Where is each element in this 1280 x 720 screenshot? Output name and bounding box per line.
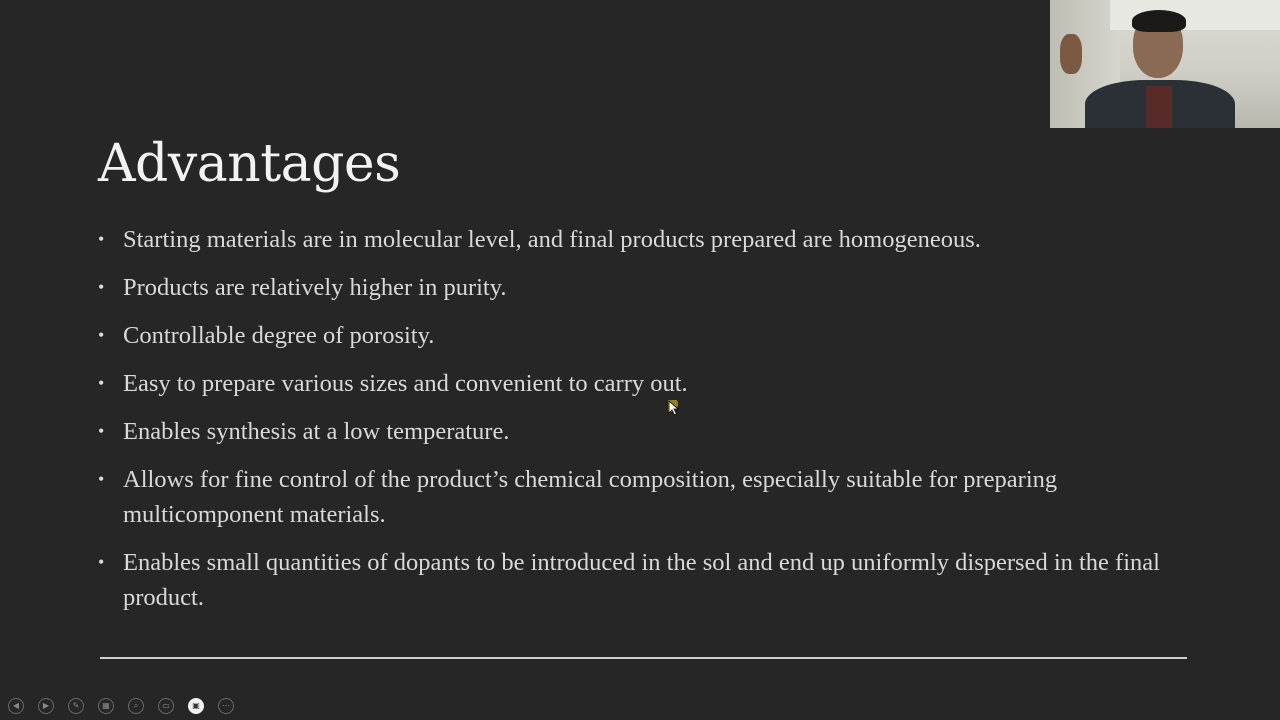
bullet-item [96,270,1196,305]
bullet-icon: • [98,421,105,441]
subtitles-button[interactable] [158,698,174,714]
bullet-item [96,222,1196,257]
next-slide-button[interactable] [38,698,54,714]
bullet-icon: • [98,229,105,249]
previous-slide-icon: ◀ [12,701,20,710]
next-slide-icon: ▶ [42,701,50,710]
bullet-icon: • [98,552,105,572]
zoom-button[interactable] [128,698,144,714]
camera-icon: ▣ [192,701,200,710]
bullet-text: Controllable degree of porosity. [123,322,435,349]
presenter-hand [1060,34,1082,74]
previous-slide-button[interactable] [8,698,24,714]
more-options-icon: ⋯ [222,701,230,710]
bullet-icon: • [98,277,105,297]
bullet-item [96,462,1196,532]
pen-tool-button[interactable] [68,698,84,714]
camera-button[interactable] [188,698,204,714]
footer-divider [100,657,1187,659]
bullet-item [96,414,1196,449]
bullet-text: Starting materials are in molecular level, and final products prepared are homogeneous. [123,226,981,253]
slide-title: Advantages [98,134,401,194]
subtitles-icon: ▭ [162,701,170,710]
pen-icon: ✎ [72,701,80,710]
zoom-icon: ⌕ [133,701,139,710]
bullet-item [96,366,1196,401]
slide-grid-icon: ▦ [102,701,110,710]
presenter-webcam [1050,0,1280,128]
presenter-hair [1132,10,1186,32]
bullet-text: Easy to prepare various sizes and convenient to carry out. [123,370,688,397]
presenter-shirt [1146,86,1172,128]
bullet-text: Enables synthesis at a low temperature. [123,418,510,445]
slideshow-toolbar [8,697,234,715]
bullet-text: Products are relatively higher in purity. [123,274,507,301]
bullet-text: Allows for fine control of the product’s chemical composition, especially suitable for preparing multicomponent materials. [123,466,1058,528]
bullet-item [96,545,1196,615]
bullet-item [96,318,1196,353]
bullet-icon: • [98,469,105,489]
see-all-slides-button[interactable] [98,698,114,714]
bullet-icon: • [98,325,105,345]
bullet-list [96,222,1196,628]
bullet-icon: • [98,373,105,393]
mouse-cursor-icon [668,400,686,418]
more-options-button[interactable] [218,698,234,714]
bullet-text: Enables small quantities of dopants to be introduced in the sol and end up uniformly dispersed in the final product. [123,549,1160,611]
